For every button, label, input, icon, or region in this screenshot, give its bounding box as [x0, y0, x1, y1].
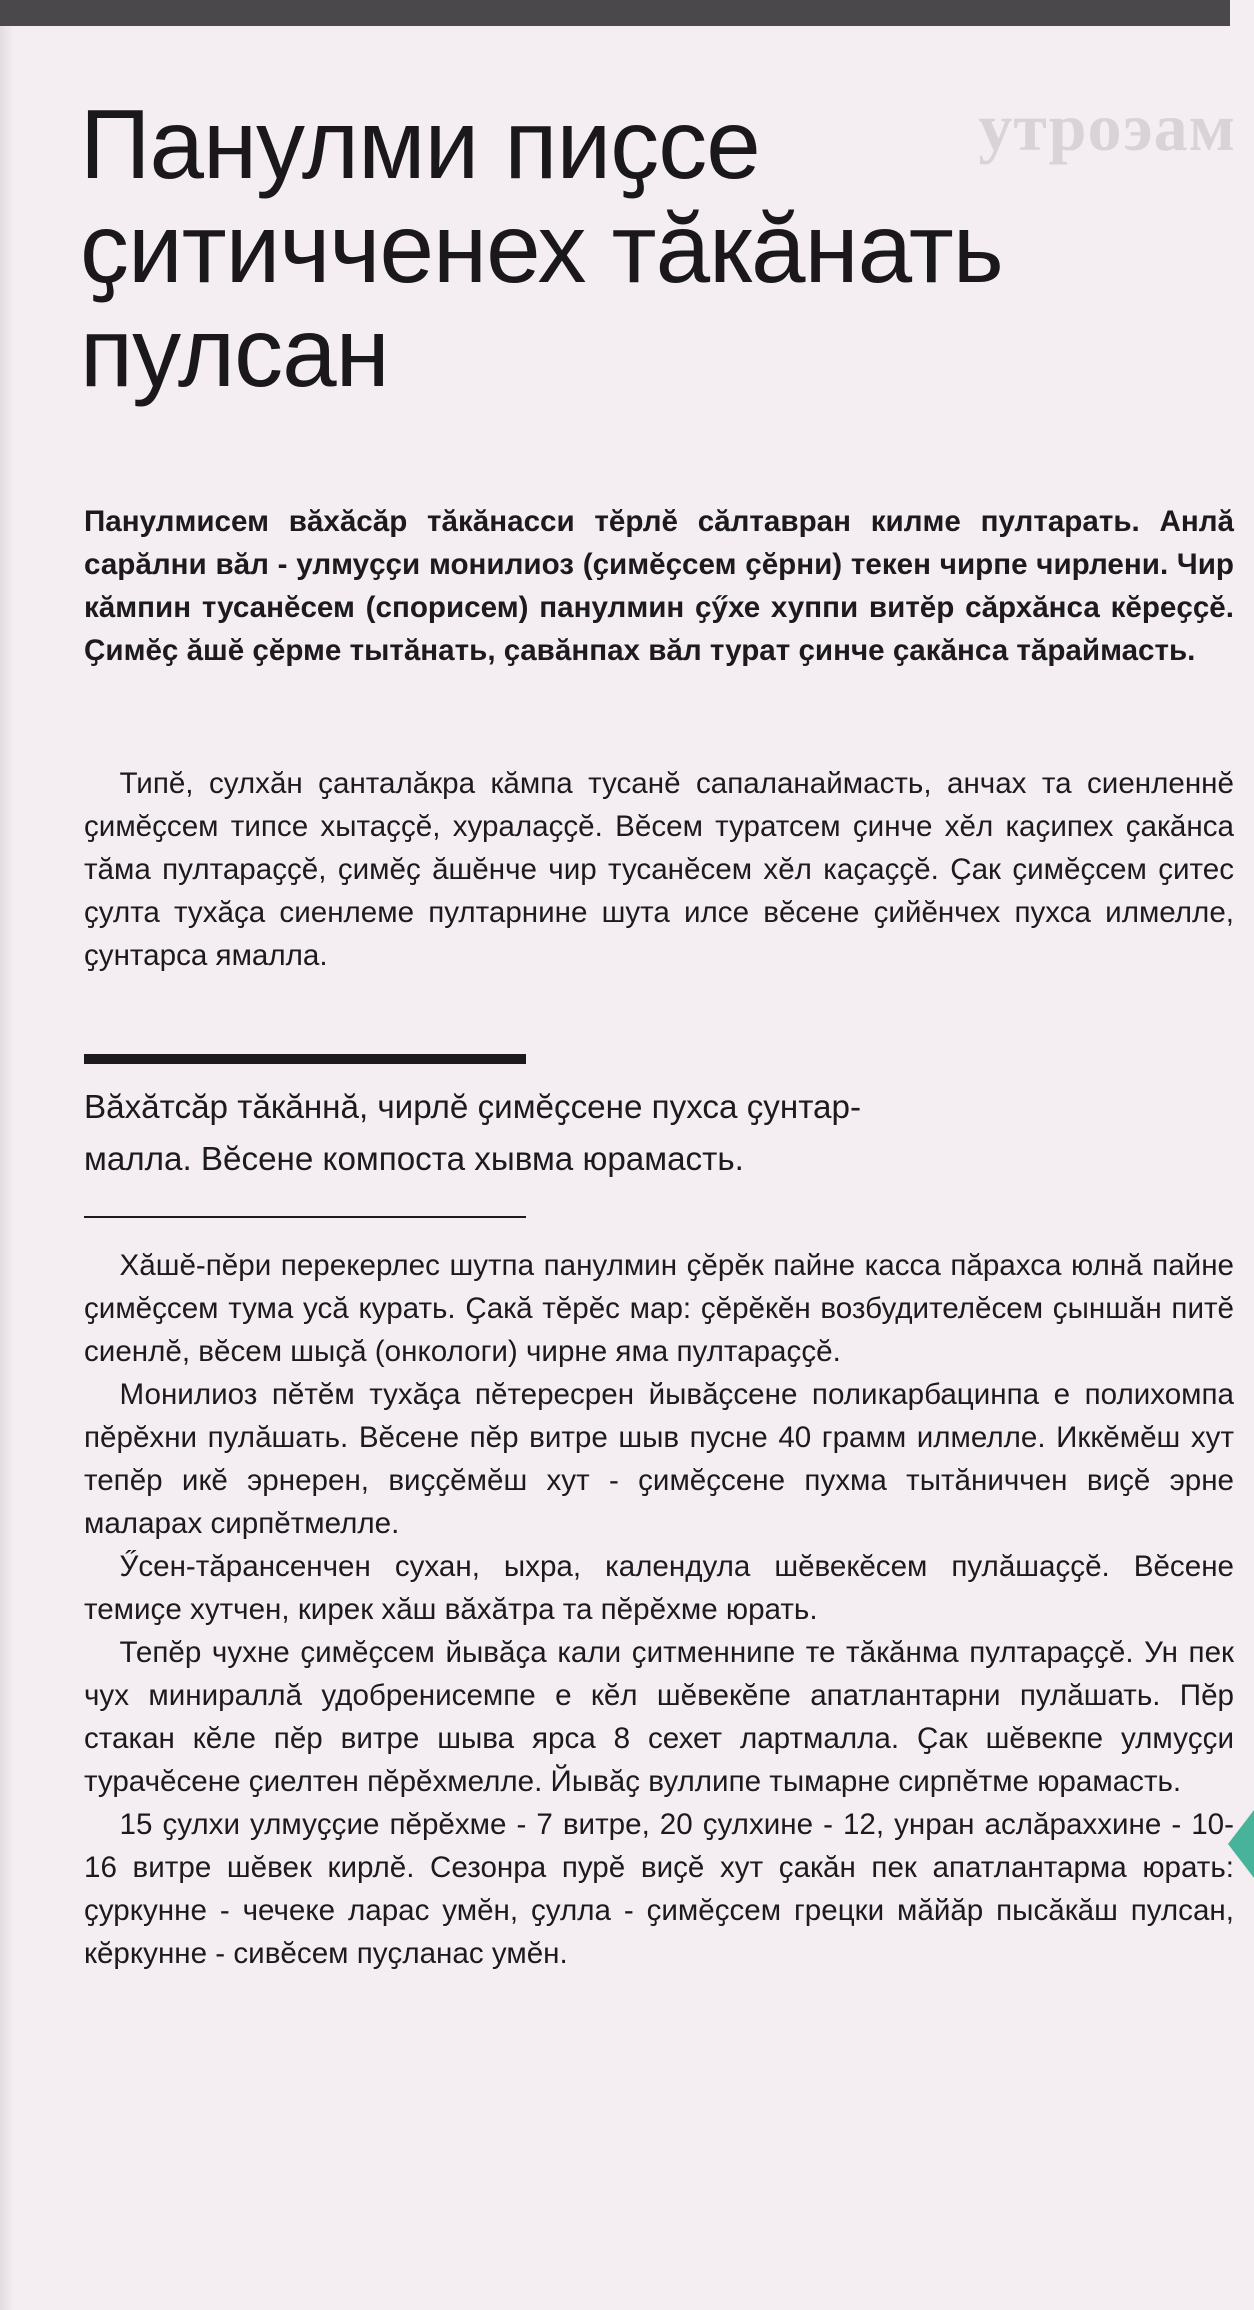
article-headline: [80, 89, 1180, 407]
intro-paragraph: Типӗ, сулхӑн ҫанталӑкра кӑмпа тусанӗ сапаланаймасть, анчах та сиенленнӗ ҫимӗҫсем типсе хытаҫҫӗ, хуралаҫҫӗ. Вӗсем туратсем ҫинче хӗл каҫипех ҫакӑнса тӑма пултараҫҫӗ, ҫимӗҫ ӑшӗнче чир тусанӗсем хӗл каҫаҫҫӗ. Ҫак ҫимӗҫсем ҫитес ҫулта тухӑҫа сиенлеме пултарнине шута илсе вӗсене ҫийӗнчех пухса илмелле, ҫунтарса ямалла.: [84, 767, 1234, 972]
pullquote-line: Вӑхӑтсӑр тӑкӑннӑ, чирлӗ ҫимӗҫсене пухса ҫунтар-: [84, 1089, 862, 1126]
headline-line: Панулми пиҫсе: [80, 89, 760, 199]
pullquote-rule-bottom: [84, 1216, 526, 1218]
pullquote-line: малла. Вӗсене компоста хывма юрамасть.: [84, 1141, 744, 1178]
top-bar-corner: [1230, 0, 1254, 26]
headline-line: ҫитичченех тӑкӑнать: [80, 193, 1003, 303]
article-lead: Панулмисем вӑхӑсӑр тӑкӑнасси тӗрлӗ сӑлтавран килме пултарать. Анлӑ сарӑлни вӑл - улмуҫҫи монилиоз (ҫимӗҫсем ҫӗрни) текен чирпе чирлени. Чир кӑмпин тусанӗсем (спорисем) панулмин ҫӳхе хуппи витӗр сӑрхӑнса кӗреҫҫӗ. Ҫимӗҫ ӑшӗ ҫӗрме тытӑнать, ҫавӑнпах вӑл турат ҫинче ҫакӑнса тӑраймасть.: [84, 505, 1234, 667]
page-top-bar: [0, 0, 1230, 26]
body-paragraph: Тепӗр чухне ҫимӗҫсем йывӑҫа кали ҫитменнипе те тӑкӑнма пултараҫҫӗ. Ун пек чух минираллӑ удобренисемпе е кӗл шӗвекӗпе апатлантарни пулӑшать. Пӗр стакан кӗле пӗр витре шыва ярса 8 сехет лартмалла. Ҫак шӗвекпе улмуҫҫи турачӗсене ҫиелтен пӗрӗхмелле. Йывӑҫ вуллипе тымарне сирпӗтме юрамасть.: [84, 1636, 1234, 1798]
intro-section: [84, 762, 1234, 977]
body-paragraph: Хӑшӗ-пӗри перекерлес шутпа панулмин ҫӗрӗк пайне касса пӑрахса юлнӑ пайне ҫимӗҫсем тума усӑ курать. Ҫакӑ тӗрӗс мар: ҫӗрӗкӗн возбудителӗсем ҫыншӑн питӗ сиенлӗ, вӗсем шыҫӑ (онкологи) чирне яма пултараҫҫӗ.: [84, 1249, 1234, 1368]
article-body: [84, 1244, 1234, 1975]
bleed-through-text: утроэам: [978, 89, 1236, 165]
page-edge-shadow: [0, 26, 14, 2310]
pullquote-rule-top: [84, 1054, 526, 1064]
headline-line: пулсан: [80, 297, 389, 407]
body-paragraph: Монилиоз пӗтӗм тухӑҫа пӗтересрен йывӑҫсене поликарбацинпа е полихомпа пӗрӗхни пулӑшать. Вӗсене пӗр витре шыв пусне 40 грамм илмелле. Иккӗмӗш хут тепӗр икӗ эрнерен, виҫҫӗмӗш хут - ҫимӗҫсене пухма тытӑниччен виҫӗ эрне малараx сирпӗтмелле.: [84, 1378, 1234, 1540]
body-paragraph: 15 ҫулхи улмуҫҫие пӗрӗхме - 7 витре, 20 ҫулхине - 12, унран аслӑраххине - 10-16 витре шӗвек кирлӗ. Сезонра пурӗ виҫӗ хут ҫакӑн пек апатлантарма юрать: ҫуркунне - чечеке ларас умӗн, ҫулла - ҫимӗҫсем грецки мӑйӑр пысӑкӑш пулсан, кӗркунне - сивӗсем пуҫланас умӗн.: [84, 1808, 1234, 1970]
body-paragraph: Ӳсен-тӑрансенчен сухан, ыхра, календула шӗвекӗсем пулӑшаҫҫӗ. Вӗсене темиҫе хутчен, кирек хӑш вӑхӑтра та пӗрӗхме юрать.: [84, 1550, 1234, 1626]
pullquote: [84, 1082, 1234, 1186]
